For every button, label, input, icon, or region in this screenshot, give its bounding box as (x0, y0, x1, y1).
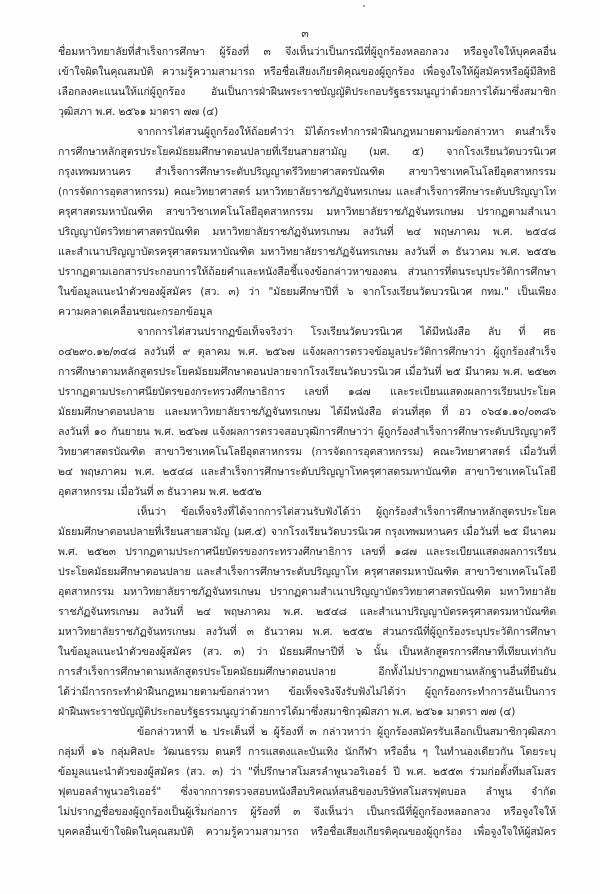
text-line: ได้ว่ามีการกระทำฝ่าฝืนกฎหมายตามข้อกล่าวหา ข้อเท็จจริงจึงรับฟังไม่ได้ว่า ผู้ถูกร้องกระทำการอันเป็นการ (58, 686, 556, 698)
text-line: บุคคลอื่นเข้าใจผิดในคุณสมบัติ ความรู้ความสามารถ หรือชื่อเสียงเกียรติคุณของผู้ถูกร้อง เพื่อจูงใจให้ผู้สมัคร (58, 826, 556, 838)
text-line: (การจัดการอุตสาหกรรม) คณะวิทยาศาสตร์ มหาวิทยาลัยราชภัฏจันทรเกษม และสำเร็จการศึกษาระดับปริญญาโท (58, 186, 556, 198)
text-line: กรุงเทพมหานคร สำเร็จการศึกษาระดับปริญญาตรีวิทยาศาสตรบัณฑิต สาขาวิชาเทคโนโลยีอุตสาหกรรม (58, 166, 556, 178)
text-line: มัธยมศึกษาตอนปลายที่เรียนสายสามัญ (มศ.๕) จากโรงเรียนวัดบวรนิเวศ กรุงเทพมหานคร เมื่อวันที่ ๒๕ มีนาคม (58, 526, 556, 538)
text-line: ราชภัฏจันทรเกษม ลงวันที่ ๒๔ พฤษภาคม พ.ศ. ๒๕๔๘ และสำเนาปริญญาบัตรครุศาสตรมหาบัณฑิต (58, 606, 556, 618)
text-line: อุตสาหกรรม มหาวิทยาลัยราชภัฏจันทรเกษม ปรากฏตามสำเนาปริญญาบัตรวิทยาศาสตรบัณฑิต มหาวิทยาลัย (58, 586, 556, 598)
paragraph-2 (58, 122, 556, 322)
text-line: จากการไต่สวนผู้ถูกร้องให้ถ้อยคำว่า มิได้กระทำการฝ่าฝืนกฎหมายตามข้อกล่าวหา ตนสำเร็จ (137, 126, 556, 138)
document-body (58, 42, 556, 842)
text-line: ชื่อมหาวิทยาลัยที่สำเร็จการศึกษา ผู้ร้องที่ ๓ จึงเห็นว่าเป็นกรณีที่ผู้ถูกร้องหลอกลวง หรือจูงใจให้บุคคลอื่น (58, 46, 556, 58)
text-line: ข้อมูลแนะนำตัวของผู้สมัคร (สว. ๓) ว่า "ที่ปรึกษาสโมสรลำพูนวอริเออร์ ปี พ.ศ. ๒๕๕๓ ร่วมก่อตั้งทีมสโมสร (58, 766, 556, 778)
text-line: ในข้อมูลแนะนำตัวของผู้สมัคร (สว. ๓) ว่า "มัธยมศึกษาปีที่ ๖ จากโรงเรียนวัดบวรนิเวศ กทม." เป็นเพียง (58, 286, 556, 298)
text-line: ลงวันที่ ๑๐ กันยายน พ.ศ. ๒๕๖๗ แจ้งผลการตรวจสอบวุฒิการศึกษาว่า ผู้ถูกร้องสำเร็จการศึกษาระดับปริญญาตรี (58, 426, 556, 438)
text-line: มัธยมศึกษาตอนปลาย และมหาวิทยาลัยราชภัฏจันทรเกษม ได้มีหนังสือ ด่วนที่สุด ที่ อว ๐๖๔๑.๑๐/๐๓๘๖ (58, 406, 556, 418)
text-line: จากการไต่สวนปรากฏข้อเท็จจริงว่า โรงเรียนวัดบวรนิเวศ ได้มีหนังสือ ลับ ที่ ศธ (137, 326, 556, 338)
scan-speck (363, 5, 365, 7)
text-line: มหาวิทยาลัยราชภัฏจันทรเกษม ลงวันที่ ๓ ธันวาคม พ.ศ. ๒๕๕๒ ส่วนกรณีที่ผู้ถูกร้องระบุประวัติการศึกษา (58, 626, 556, 638)
text-line: ฝ่าฝืนพระราชบัญญัติประกอบรัฐธรรมนูญว่าด้วยการได้มาซึ่งสมาชิกวุฒิสภา พ.ศ. ๒๕๖๑ มาตรา ๗๗ (๔) (58, 706, 516, 718)
text-line: การศึกษาหลักสูตรประโยคมัธยมศึกษาตอนปลายที่เรียนสายสามัญ (มศ. ๕) จากโรงเรียนวัดบวรนิเวศ (58, 146, 556, 158)
text-line: ปรากฏตามประกาศนียบัตรของกระทรวงศึกษาธิการ เลขที่ ๑๘๗ และระเบียนแสดงผลการเรียนประโยค (58, 386, 556, 398)
text-line: วิทยาศาสตรบัณฑิต สาขาวิชาเทคโนโลยีอุตสาหกรรม (การจัดการอุตสาหกรรม) คณะวิทยาศาสตร์ เมื่อวันที่ (58, 446, 556, 458)
paragraph-4 (58, 502, 556, 722)
text-line: ครุศาสตรมหาบัณฑิต สาขาวิชาเทคโนโลยีอุตสาหกรรม มหาวิทยาลัยราชภัฏจันทรเกษม ปรากฏตามสำเนา (58, 206, 556, 218)
paragraph-3 (58, 322, 556, 502)
text-line: เข้าใจผิดในคุณสมบัติ ความรู้ความสามารถ หรือชื่อเสียงเกียรติคุณของผู้ถูกร้อง เพื่อจูงใจให้ผู้สมัครหรือผู้มีสิทธิ (58, 66, 556, 78)
text-line: ข้อกล่าวหาที่ ๒ ประเด็นที่ ๒ ผู้ร้องที่ ๓ กล่าวหาว่า ผู้ถูกร้องสมัครรับเลือกเป็นสมาชิกวุฒิสภา (137, 726, 556, 738)
text-line: ในข้อมูลแนะนำตัวของผู้สมัคร (สว. ๓) ว่า มัธยมศึกษาปีที่ ๖ นั้น เป็นหลักสูตรการศึกษาที่เทียบเท่ากับ (58, 646, 556, 658)
text-line: การศึกษาตามหลักสูตรประโยคมัธยมศึกษาตอนปลายจากโรงเรียนวัดบวรนิเวศ เมื่อวันที่ ๒๕ มีนาคม พ.ศ. ๒๕๒๓ (58, 366, 556, 378)
text-line: อุตสาหกรรม เมื่อวันที่ ๓ ธันวาคม พ.ศ. ๒๕๕๒ (58, 486, 262, 498)
text-line: ปริญญาบัตรวิทยาศาสตรบัณฑิต มหาวิทยาลัยราชภัฏจันทรเกษม ลงวันที่ ๒๔ พฤษภาคม พ.ศ. ๒๕๔๘ (58, 226, 556, 238)
paragraph-1 (58, 42, 556, 122)
text-line: พ.ศ. ๒๕๒๓ ปรากฏตามประกาศนียบัตรของกระทรวงศึกษาธิการ เลขที่ ๑๘๗ และระเบียนแสดงผลการเรียน (58, 546, 556, 558)
text-line: ความคลาดเคลื่อนขณะกรอกข้อมูล (58, 306, 213, 318)
text-line: เห็นว่า ข้อเท็จจริงที่ได้จากการไต่สวนรับฟังได้ว่า ผู้ถูกร้องสำเร็จการศึกษาหลักสูตรประโยค (137, 506, 556, 518)
text-line: กลุ่มที่ ๑๖ กลุ่มศิลปะ วัฒนธรรม ดนตรี การแสดงและบันเทิง นักกีฬา หรืออื่น ๆ ในทำนองเดียวกัน โดยระบุ (58, 746, 556, 758)
paragraph-5 (58, 722, 556, 842)
text-line: เลือกลงคะแนนให้แก่ผู้ถูกร้อง อันเป็นการฝ่าฝืนพระราชบัญญัติประกอบรัฐธรรมนูญว่าด้วยการได้มาซึ่งสมาชิก (58, 86, 556, 98)
text-line: วุฒิสภา พ.ศ. ๒๕๖๑ มาตรา ๗๗ (๔) (58, 106, 219, 118)
text-line: ประโยคมัธยมศึกษาตอนปลาย และสำเร็จการศึกษาระดับปริญญาโท ครุศาสตรมหาบัณฑิต สาขาวิชาเทคโนโลยี (58, 566, 556, 578)
text-line: ๐๔๒๙๐.๑๒/๓๔๘ ลงวันที่ ๙ ตุลาคม พ.ศ. ๒๕๖๗ แจ้งผลการตรวจข้อมูลประวัติการศึกษาว่า ผู้ถูกร้องสำเร็จ (58, 346, 556, 358)
page-number: ๓ (301, 27, 309, 40)
text-line: ๒๔ พฤษภาคม พ.ศ. ๒๕๔๘ และสำเร็จการศึกษาระดับปริญญาโทครุศาสตรมหาบัณฑิต สาขาวิชาเทคโนโลยี (58, 466, 556, 478)
text-line: และสำเนาปริญญาบัตรครุศาสตรมหาบัณฑิต มหาวิทยาลัยราชภัฏจันทรเกษม ลงวันที่ ๓ ธันวาคม พ.ศ. ๒๕๕๒ (58, 246, 556, 258)
text-line: ฟุตบอลลำพูนวอริเออร์" ซึ่งจากการตรวจสอบหนังสือบริคณห์สนธิของบริษัทสโมสรฟุตบอล ลำพูน จำกัด (58, 786, 556, 798)
text-line: ไม่ปรากฏชื่อของผู้ถูกร้องเป็นผู้เริ่มก่อการ ผู้ร้องที่ ๓ จึงเห็นว่า เป็นกรณีที่ผู้ถูกร้องหลอกลวง หรือจูงใจให้ (58, 806, 556, 818)
text-line: การสำเร็จการศึกษาตามหลักสูตรประโยคมัธยมศึกษาตอนปลาย อีกทั้งไม่ปรากฏพยานหลักฐานอื่นที่ยืนยัน (58, 666, 556, 678)
text-line: ปรากฏตามเอกสารประกอบการให้ถ้อยคำและหนังสือชี้แจงข้อกล่าวหาของตน ส่วนการที่ตนระบุประวัติการศึกษา (58, 266, 556, 278)
